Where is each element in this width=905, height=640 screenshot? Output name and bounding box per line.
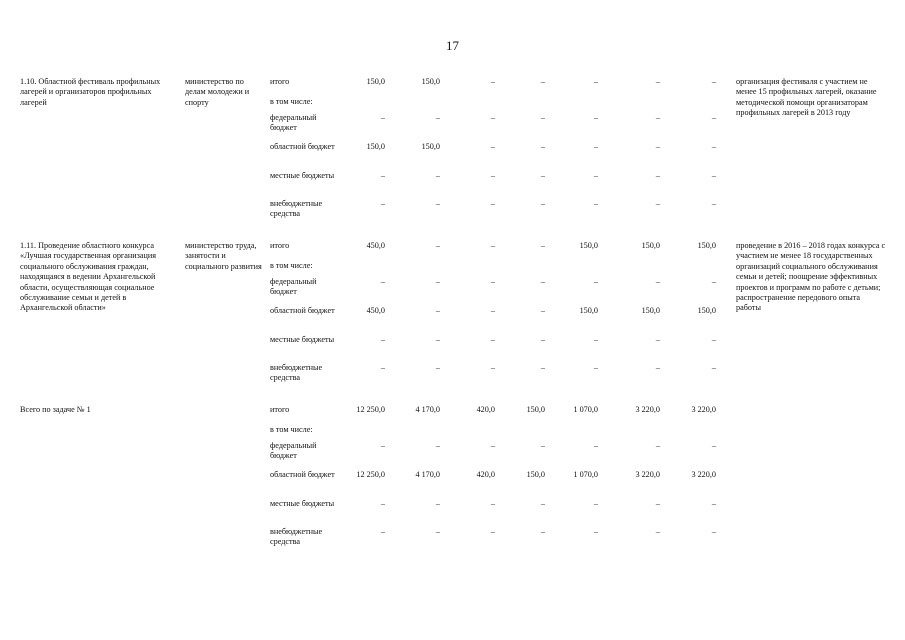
funding-value: 150,0 xyxy=(697,306,716,315)
funding-value: – xyxy=(593,527,598,536)
table-row xyxy=(0,527,905,553)
funding-source: местные бюджеты xyxy=(270,335,335,344)
funding-value: 150,0 xyxy=(366,77,385,86)
funding-value: – xyxy=(593,277,598,286)
funding-value: 12 250,0 xyxy=(356,405,385,414)
funding-value: 150,0 xyxy=(641,241,660,250)
table-row xyxy=(0,499,905,525)
funding-value: – xyxy=(435,335,440,344)
funding-value: – xyxy=(593,171,598,180)
funding-value: – xyxy=(593,363,598,372)
funding-value: – xyxy=(380,171,385,180)
funding-value: – xyxy=(435,241,440,250)
funding-source: итого xyxy=(270,77,290,86)
funding-value: – xyxy=(540,441,545,450)
funding-value: – xyxy=(380,363,385,372)
funding-value: – xyxy=(380,441,385,450)
funding-value: 150,0 xyxy=(579,241,598,250)
funding-source: итого xyxy=(270,241,290,250)
funding-source: в том числе: xyxy=(270,425,313,434)
funding-source: итого xyxy=(270,405,290,414)
funding-value: – xyxy=(490,142,495,151)
funding-value: – xyxy=(435,277,440,286)
funding-value: – xyxy=(711,77,716,86)
funding-value: – xyxy=(435,199,440,208)
funding-value: 150,0 xyxy=(421,142,440,151)
table-section xyxy=(0,77,905,227)
funding-value: 450,0 xyxy=(366,241,385,250)
table-row xyxy=(0,142,905,168)
funding-value: – xyxy=(380,527,385,536)
funding-value: 1 070,0 xyxy=(573,470,598,479)
funding-value: – xyxy=(540,241,545,250)
funding-value: – xyxy=(540,142,545,151)
funding-value: – xyxy=(655,335,660,344)
table-row xyxy=(0,363,905,389)
funding-value: – xyxy=(540,199,545,208)
funding-source: внебюджетные средства xyxy=(270,527,323,547)
funding-value: – xyxy=(490,499,495,508)
funding-value: – xyxy=(593,499,598,508)
funding-value: 150,0 xyxy=(421,77,440,86)
funding-value: – xyxy=(655,142,660,151)
funding-value: – xyxy=(490,113,495,122)
funding-value: 3 220,0 xyxy=(691,405,716,414)
funding-value: – xyxy=(490,171,495,180)
table-row xyxy=(0,306,905,332)
funding-value: – xyxy=(711,171,716,180)
funding-source: в том числе: xyxy=(270,97,313,106)
funding-value: – xyxy=(490,441,495,450)
measure-result: проведение в 2016 – 2018 годах конкурса с участием не менее 18 государственных организаций социального обслуживания семьи и детей; поощрение эффективных проектов и программ по работе с детьми; распространение передового опыта работы xyxy=(736,241,886,313)
funding-value: 3 220,0 xyxy=(691,470,716,479)
funding-value: – xyxy=(490,335,495,344)
funding-value: – xyxy=(380,335,385,344)
funding-value: 3 220,0 xyxy=(635,470,660,479)
funding-value: 12 250,0 xyxy=(356,470,385,479)
funding-value: – xyxy=(711,142,716,151)
funding-value: – xyxy=(711,527,716,536)
funding-value: – xyxy=(490,241,495,250)
funding-value: – xyxy=(711,499,716,508)
funding-source: внебюджетные средства xyxy=(270,199,323,219)
funding-value: 150,0 xyxy=(697,241,716,250)
funding-value: – xyxy=(540,306,545,315)
funding-source: областной бюджет xyxy=(270,306,335,315)
funding-value: – xyxy=(593,335,598,344)
funding-value: 150,0 xyxy=(526,470,545,479)
funding-value: – xyxy=(655,527,660,536)
funding-value: 150,0 xyxy=(526,405,545,414)
funding-value: – xyxy=(655,171,660,180)
table-row xyxy=(0,277,905,303)
funding-value: – xyxy=(540,113,545,122)
funding-value: – xyxy=(540,277,545,286)
funding-value: – xyxy=(655,77,660,86)
funding-value: – xyxy=(655,199,660,208)
measure-executor: министерство по делам молодежи и спорту xyxy=(185,77,250,107)
funding-source: областной бюджет xyxy=(270,470,335,479)
funding-value: – xyxy=(711,441,716,450)
measure-executor: министерство труда, занятости и социального развития xyxy=(185,241,262,271)
funding-value: – xyxy=(540,499,545,508)
table-row xyxy=(0,335,905,361)
measure-result: организация фестиваля с участием не менее 15 профильных лагерей, оказание методической помощи организаторам профильных лагерей в 2013 году xyxy=(736,77,877,118)
funding-value: – xyxy=(711,113,716,122)
funding-value: – xyxy=(435,113,440,122)
funding-value: 4 170,0 xyxy=(415,470,440,479)
funding-value: 4 170,0 xyxy=(415,405,440,414)
funding-source: местные бюджеты xyxy=(270,171,335,180)
funding-value: – xyxy=(540,363,545,372)
funding-value: – xyxy=(380,499,385,508)
table-row xyxy=(0,199,905,225)
funding-value: – xyxy=(593,199,598,208)
funding-value: – xyxy=(540,171,545,180)
table-row xyxy=(0,441,905,467)
measure-description: 1.11. Проведение областного конкурса «Лучшая государственная организация социального обслуживания граждан, находящаяся в ведении Архангельской области, осуществляющая социальное обслуживание семьи и детей в Архангельской области» xyxy=(20,241,157,313)
page-number: 17 xyxy=(446,38,459,53)
funding-value: – xyxy=(655,277,660,286)
funding-value: – xyxy=(435,441,440,450)
funding-value: 420,0 xyxy=(476,405,495,414)
funding-value: 420,0 xyxy=(476,470,495,479)
funding-value: – xyxy=(380,199,385,208)
funding-value: – xyxy=(490,363,495,372)
funding-value: 3 220,0 xyxy=(635,405,660,414)
funding-value: – xyxy=(490,77,495,86)
funding-source: федеральный бюджет xyxy=(270,277,317,297)
funding-value: – xyxy=(593,142,598,151)
funding-value: – xyxy=(711,363,716,372)
funding-value: 150,0 xyxy=(366,142,385,151)
funding-value: – xyxy=(435,527,440,536)
funding-value: 1 070,0 xyxy=(573,405,598,414)
funding-value: – xyxy=(540,77,545,86)
funding-value: – xyxy=(490,199,495,208)
funding-value: – xyxy=(655,113,660,122)
funding-source: областной бюджет xyxy=(270,142,335,151)
table-section xyxy=(0,241,905,391)
funding-value: – xyxy=(435,499,440,508)
table-section xyxy=(0,405,905,555)
measure-description: 1.10. Областной фестиваль профильных лагерей и организаторов профильных лагерей xyxy=(20,77,161,107)
funding-value: 450,0 xyxy=(366,306,385,315)
funding-value: 150,0 xyxy=(579,306,598,315)
funding-value: – xyxy=(711,277,716,286)
funding-value: – xyxy=(540,335,545,344)
funding-value: – xyxy=(540,527,545,536)
funding-value: – xyxy=(435,171,440,180)
funding-value: – xyxy=(435,306,440,315)
funding-source: федеральный бюджет xyxy=(270,441,317,461)
funding-value: – xyxy=(711,199,716,208)
funding-source: местные бюджеты xyxy=(270,499,335,508)
funding-value: – xyxy=(593,441,598,450)
funding-source: внебюджетные средства xyxy=(270,363,323,383)
table-row xyxy=(0,113,905,139)
funding-value: – xyxy=(655,499,660,508)
funding-value: – xyxy=(711,335,716,344)
funding-value: – xyxy=(490,277,495,286)
funding-value: – xyxy=(380,113,385,122)
table-row xyxy=(0,470,905,496)
funding-source: в том числе: xyxy=(270,261,313,270)
table-row xyxy=(0,171,905,197)
funding-value: – xyxy=(490,306,495,315)
funding-value: 150,0 xyxy=(641,306,660,315)
funding-value: – xyxy=(655,363,660,372)
funding-source: федеральный бюджет xyxy=(270,113,317,133)
funding-value: – xyxy=(655,441,660,450)
funding-value: – xyxy=(435,363,440,372)
funding-value: – xyxy=(593,77,598,86)
funding-value: – xyxy=(593,113,598,122)
measure-description: Всего по задаче № 1 xyxy=(20,405,91,414)
funding-value: – xyxy=(380,277,385,286)
funding-value: – xyxy=(490,527,495,536)
